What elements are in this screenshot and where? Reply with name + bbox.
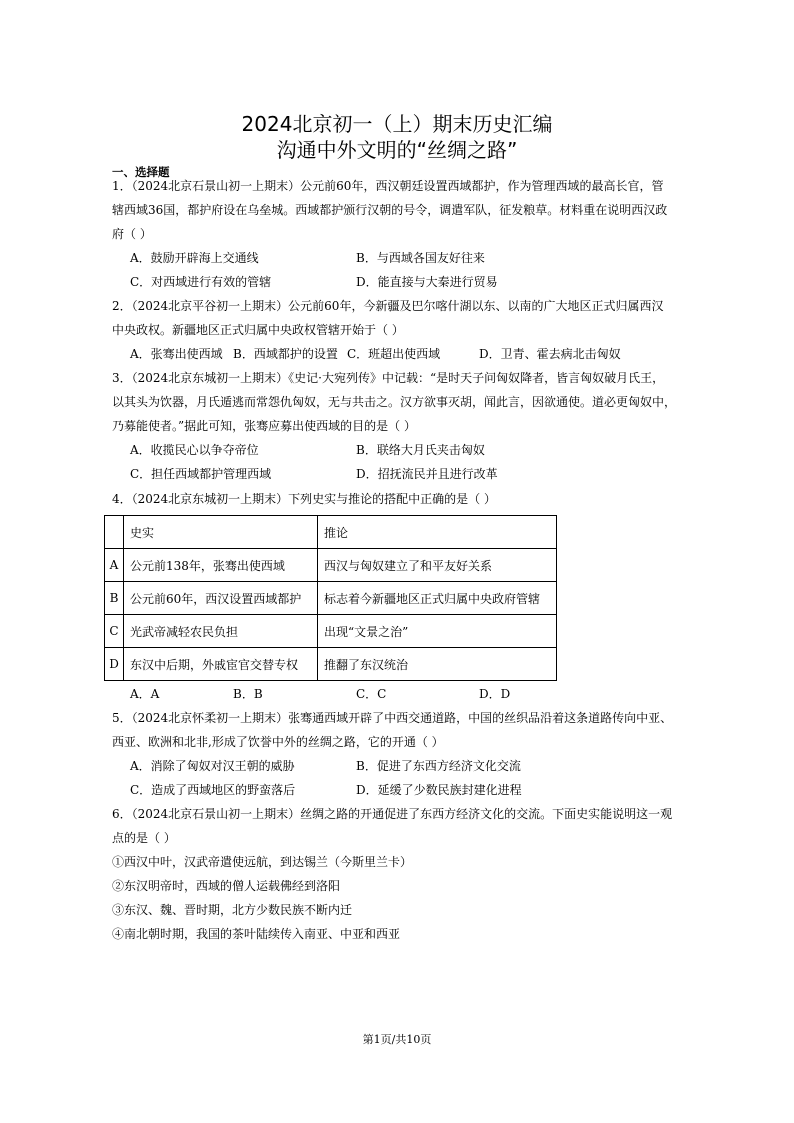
table-cell: 公元前60年，西汉设置西域都护 [124,582,318,615]
q6-statement-3: ③东汉、魏、晋时期，北方少数民族不断内迁 [112,903,353,917]
q3-line-1: 3．（2024北京东城初一上期末）《史记·大宛列传》中记载：“是时天子问匈奴降者，皆言匈奴破月氏王， [112,371,665,385]
table-row [105,648,557,681]
q5-option-b: B．促进了东西方经济文化交流 [356,759,521,773]
q3-option-c: C．担任西域都护管理西域 [130,467,272,481]
table-cell: 公元前138年，张骞出使西域 [124,549,318,582]
q4-line-1: 4．（2024北京东城初一上期末）下列史实与推论的搭配中正确的是（ ） [112,492,496,506]
table-cell: 西汉与匈奴建立了和平友好关系 [318,549,557,582]
q5-option-d: D．延缓了少数民族封建化进程 [356,783,522,797]
q1-line-3: 府（ ） [112,227,152,241]
q1-option-c: C．对西域进行有效的管辖 [130,275,272,289]
q3-option-a: A．收揽民心以争夺帝位 [130,443,259,457]
document-title: 2024北京初一（上）期末历史汇编 [241,112,553,136]
q1-option-d: D．能直接与大秦进行贸易 [356,275,498,289]
q5-option-a: A．消除了匈奴对汉王朝的威胁 [130,759,295,773]
q4-option-d: D．D [479,687,511,701]
q2-option-b: B．西域都护的设置 [233,347,338,361]
q6-statement-1: ①西汉中叶，汉武帝遣使远航，到达锡兰（今斯里兰卡） [112,855,413,869]
q1-line-2: 辖西域36国，都护府设在乌垒城。西域都护颁行汉朝的号令，调遣军队，征发粮草。材料重在说明西汉政 [112,203,668,217]
table-row [105,582,557,615]
q3-line-2: 以其头为饮器，月氏遁逃而常怨仇匈奴，无与共击之。汉方欲事灭胡，闻此言，因欲通使。道必更匈奴中， [112,395,677,409]
table-header-cell: 推论 [318,516,557,549]
q5-option-c: C．造成了西域地区的野蛮落后 [130,783,296,797]
table-cell: 推翻了东汉统治 [318,648,557,681]
page-footer: 第1页/共10页 [362,1033,432,1046]
table-row [105,615,557,648]
table-cell: C [105,615,124,648]
q2-line-2: 中央政权。新疆地区正式归属中央政权管辖开始于（ ） [112,323,404,337]
q3-option-d: D．招抚流民并且进行改革 [356,467,498,481]
table-header-row [105,516,557,549]
table-header-cell: 史实 [124,516,318,549]
table-cell: A [105,549,124,582]
table-cell: 出现“文景之治” [318,615,557,648]
q2-option-a: A．张骞出使西域 [130,347,223,361]
q6-line-1: 6．（2024北京石景山初一上期末）丝绸之路的开通促进了东西方经济文化的交流。下面史实能说明这一观 [112,807,673,821]
q2-option-d: D．卫青、霍去病北击匈奴 [479,347,621,361]
table-row [105,549,557,582]
table-cell: 光武帝减轻农民负担 [124,615,318,648]
q3-option-b: B．联络大月氏夹击匈奴 [356,443,485,457]
q4-option-b: B．B [233,687,263,701]
table-cell: D [105,648,124,681]
q4-table [104,515,557,681]
q3-line-3: 乃募能使者。”据此可知，张骞应募出使西域的目的是（ ） [112,419,416,433]
q2-line-1: 2．（2024北京平谷初一上期末）公元前60年，今新疆及巴尔喀什湖以东、以南的广大地区正式归属西汉 [112,299,664,313]
table-header-cell [105,516,124,549]
q5-line-1: 5．（2024北京怀柔初一上期末）张骞通西域开辟了中西交通道路，中国的丝织品沿着这条道路传向中亚、 [112,711,673,725]
q1-option-a: A．鼓励开辟海上交通线 [130,251,259,265]
table-cell: B [105,582,124,615]
q1-option-b: B．与西域各国友好往来 [356,251,485,265]
q5-line-2: 西亚、欧洲和北非,形成了饮誉中外的丝绸之路，它的开通（ ） [112,735,444,749]
table-cell: 东汉中后期，外戚宦官交替专权 [124,648,318,681]
q2-option-c: C．班超出使西域 [347,347,441,361]
q6-statement-4: ④南北朝时期，我国的茶叶陆续传入南亚、中亚和西亚 [112,927,401,941]
q1-line-1: 1．（2024北京石景山初一上期末）公元前60年，西汉朝廷设置西域都护，作为管理西域的最高长官，管 [112,179,664,193]
table-cell: 标志着今新疆地区正式归属中央政府管辖 [318,582,557,615]
q4-option-a: A．A [130,687,160,701]
section-heading: 一、选择题 [112,165,170,179]
document-subtitle: 沟通中外文明的“丝绸之路” [276,138,518,162]
q6-statement-2: ②东汉明帝时，西域的僧人运载佛经到洛阳 [112,879,341,893]
q4-option-c: C．C [356,687,387,701]
q6-line-2: 点的是（ ） [112,831,176,845]
